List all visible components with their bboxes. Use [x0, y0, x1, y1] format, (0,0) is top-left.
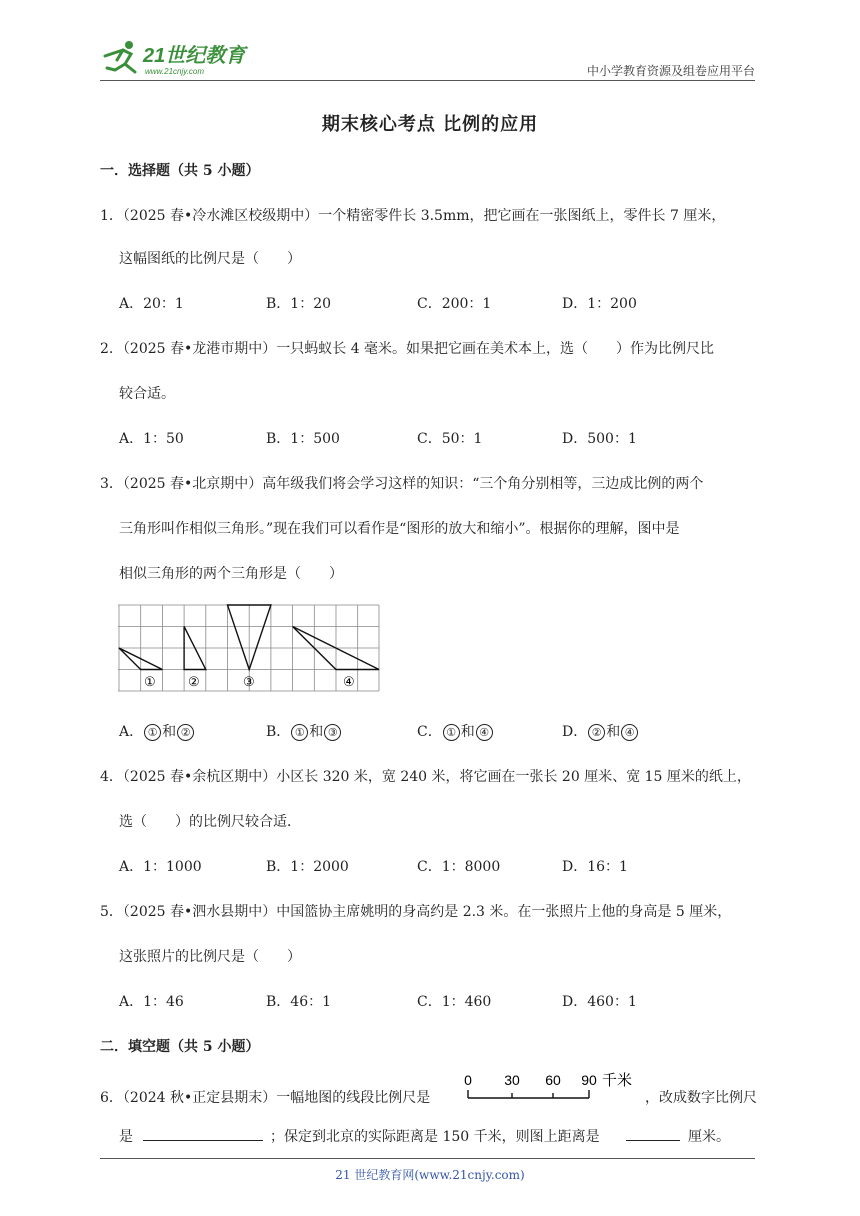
question-6-line-1a: 6．（2024 秋•正定县期末）一幅地图的线段比例尺是 — [100, 1090, 431, 1106]
grid-label-4: ④ — [343, 675, 355, 690]
scale-tick-60: 60 — [545, 1072, 561, 1088]
question-6-line-1b: ，改成数字比例尺 — [645, 1090, 757, 1106]
question-6-line-2c: 厘米。 — [688, 1129, 730, 1145]
site-logo[interactable] — [95, 38, 265, 78]
question-5-option-a[interactable]: A．1：46 — [119, 994, 184, 1010]
question-1-line-2: 这幅图纸的比例尺是（ ） — [119, 251, 301, 267]
question-4-option-a[interactable]: A．1：1000 — [119, 859, 202, 875]
question-5-option-d[interactable]: D．460：1 — [562, 994, 637, 1010]
question-2-option-d[interactable]: D．500：1 — [562, 431, 637, 447]
scale-tick-0: 0 — [464, 1072, 472, 1088]
question-4-line-1: 4．（2025 春•余杭区期中）小区长 320 米，宽 240 米，将它画在一张长 20 厘米、宽 15 厘米的纸上， — [100, 769, 751, 785]
page-title: 期末核心考点 比例的应用 — [321, 114, 539, 135]
grid-label-1: ① — [144, 675, 156, 690]
question-2-option-a[interactable]: A．1：50 — [119, 431, 184, 447]
footer-divider — [100, 1158, 755, 1159]
question-4-option-b[interactable]: B．1：2000 — [266, 859, 349, 875]
question-1-option-d[interactable]: D．1：200 — [562, 296, 637, 312]
question-1-option-b[interactable]: B．1：20 — [266, 296, 332, 312]
section-heading-fill: 二．填空题（共 5 小题） — [100, 1039, 260, 1055]
question-3-line-2: 三角形叫作相似三角形。”现在我们可以看作是“图形的放大和缩小”。根据你的理解，图中是 — [119, 521, 680, 537]
question-3-option-b[interactable]: B． ① 和 ③ — [266, 721, 342, 741]
question-6-line-2b: ；保定到北京的实际距离是 150 千米，则图上距离是 — [270, 1129, 600, 1145]
question-3-option-c[interactable]: C． ① 和 ④ — [417, 721, 494, 741]
logo-main-text: 21世纪教育 — [143, 45, 246, 67]
scale-tick-30: 30 — [504, 1072, 520, 1088]
question-3-line-1: 3．（2025 春•北京期中）高年级我们将会学习这样的知识：“三个角分别相等，三边成比例的两个 — [100, 476, 704, 492]
header-divider — [100, 80, 755, 81]
question-3-option-d[interactable]: D． ② 和 ④ — [562, 721, 639, 741]
question-6-line-2a: 是 — [119, 1129, 133, 1145]
question-2-line-2: 较合适。 — [119, 386, 175, 402]
question-1-option-a[interactable]: A．20：1 — [119, 296, 184, 312]
question-4-option-d[interactable]: D．16：1 — [562, 859, 628, 875]
line-segment-scale — [462, 1070, 640, 1102]
question-3-line-3: 相似三角形的两个三角形是（ ） — [119, 566, 343, 582]
scale-unit: 千米 — [602, 1071, 633, 1089]
question-2-option-b[interactable]: B．1：500 — [266, 431, 340, 447]
footer-link[interactable]: 21 世纪教育网(www.21cnjy.com) — [335, 1168, 525, 1182]
scale-tick-90: 90 — [581, 1072, 597, 1088]
grid-label-3: ③ — [243, 675, 255, 690]
question-4-line-2: 选（ ）的比例尺较合适． — [119, 814, 301, 830]
question-2-option-c[interactable]: C．50：1 — [417, 431, 483, 447]
triangle-grid-figure — [118, 604, 380, 692]
question-5-line-2: 这张照片的比例尺是（ ） — [119, 949, 301, 965]
section-heading-choice: 一．选择题（共 5 小题） — [100, 163, 260, 179]
question-2-line-1: 2．（2025 春•龙港市期中）一只蚂蚁长 4 毫米。如果把它画在美术本上，选（ ）作为比例尺比 — [100, 341, 715, 357]
header-platform-text: 中小学教育资源及组卷应用平台 — [586, 64, 755, 78]
answer-blank-ratio[interactable] — [143, 1126, 263, 1141]
question-5-option-c[interactable]: C．1：460 — [417, 994, 492, 1010]
runner-icon — [105, 41, 135, 72]
question-3-option-a[interactable]: A． ① 和 ② — [119, 721, 195, 741]
grid-label-2: ② — [188, 675, 200, 690]
question-1-line-1: 1．（2025 春•冷水滩区校级期中）一个精密零件长 3.5mm，把它画在一张图纸上，零件长 7 厘米， — [100, 208, 726, 224]
answer-blank-distance[interactable] — [626, 1126, 680, 1141]
question-4-option-c[interactable]: C．1：8000 — [417, 859, 501, 875]
question-1-option-c[interactable]: C．200：1 — [417, 296, 492, 312]
scale-bar — [468, 1090, 589, 1098]
question-5-line-1: 5．（2025 春•泗水县期中）中国篮协主席姚明的身高约是 2.3 米。在一张照片上他的身高是 5 厘米， — [100, 904, 732, 920]
logo-url-text: www.21cnjy.com — [145, 67, 204, 76]
question-5-option-b[interactable]: B．46：1 — [266, 994, 332, 1010]
